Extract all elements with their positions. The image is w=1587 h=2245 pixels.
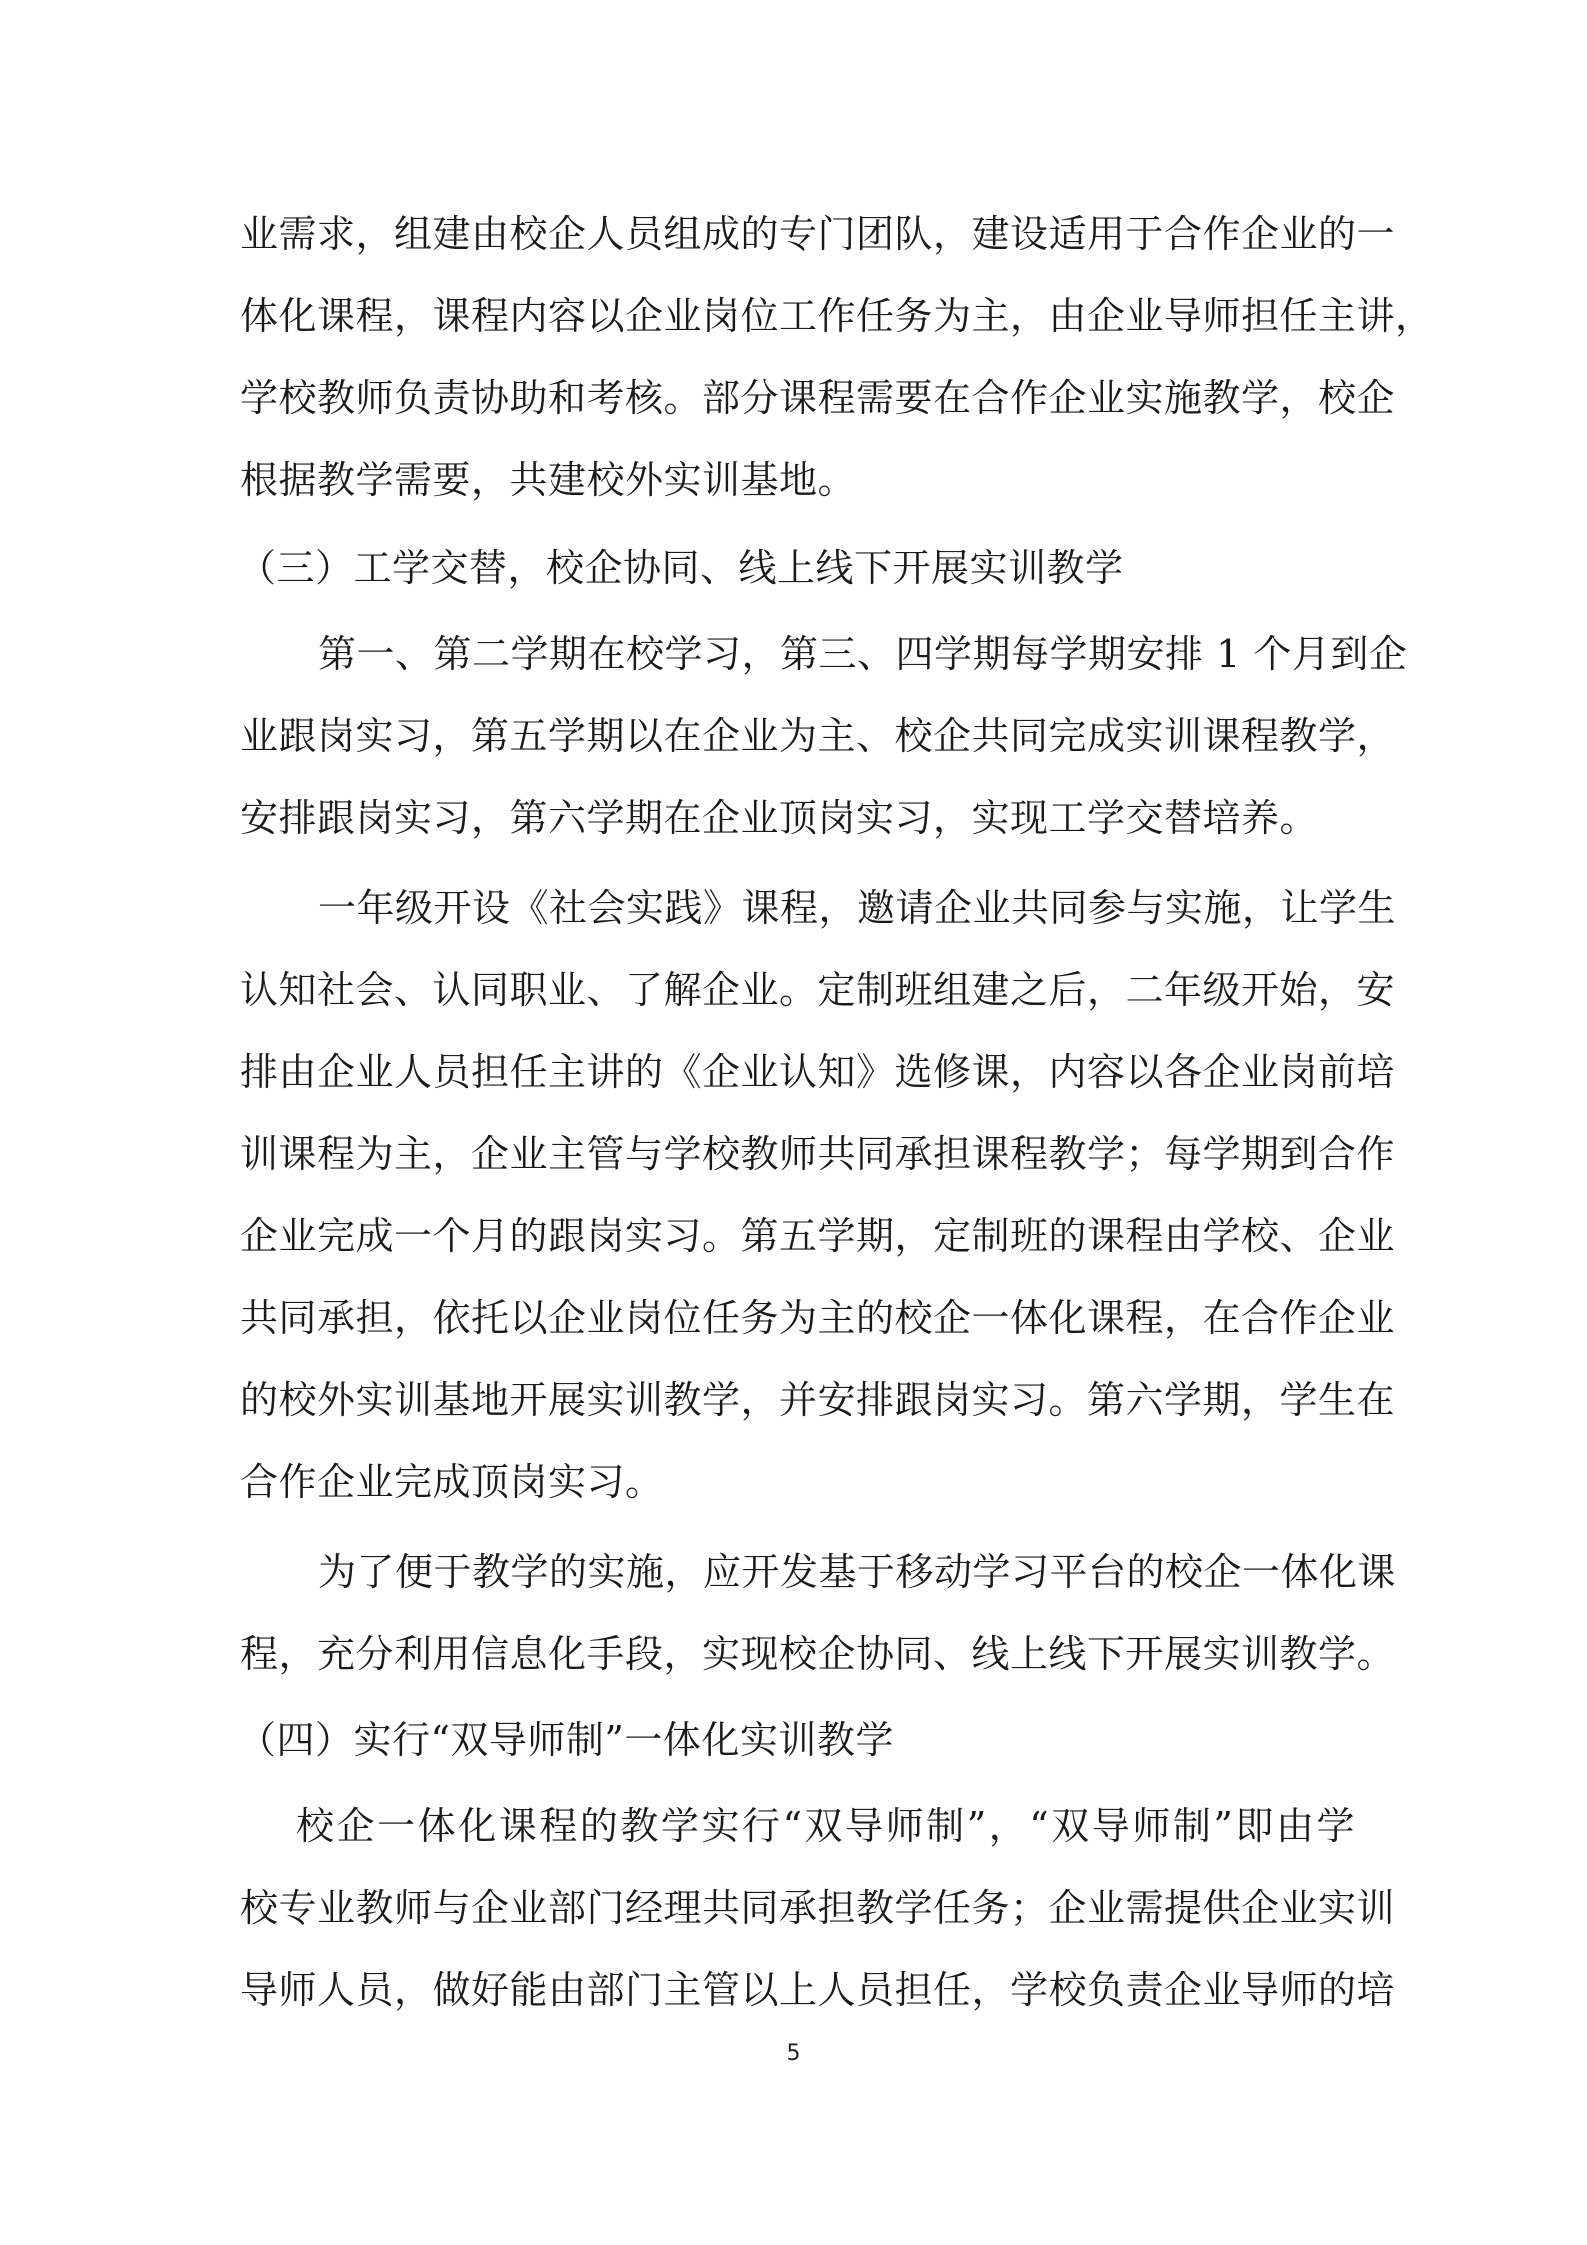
text-line: 安排跟岗实习，第六学期在企业顶岗实习，实现工学交替培养。 xyxy=(240,796,1319,840)
text-line: 学校教师负责协助和考核。部分课程需要在合作企业实施教学，校企 xyxy=(240,376,1396,420)
text-line: 合作企业完成顶岗实习。 xyxy=(240,1460,664,1504)
text-line: 训课程为主，企业主管与学校教师共同承担课程教学；每学期到合作 xyxy=(240,1132,1396,1176)
text-line: 体化课程，课程内容以企业岗位工作任务为主，由企业导师担任主讲， xyxy=(240,294,1434,338)
text-line: 根据教学需要，共建校外实训基地。 xyxy=(240,458,857,502)
text-line: 程，充分利用信息化手段，实现校企协同、线上线下开展实训教学。 xyxy=(240,1632,1396,1676)
text-line: 业跟岗实习，第五学期以在企业为主、校企共同完成实训课程教学， xyxy=(240,714,1396,758)
text-line: 导师人员，做好能由部门主管以上人员担任，学校负责企业导师的培 xyxy=(240,1968,1396,2012)
text-line: 一年级开设《社会实践》课程，邀请企业共同参与实施，让学生 xyxy=(318,886,1397,930)
text-line: 企业完成一个月的跟岗实习。第五学期，定制班的课程由学校、企业 xyxy=(240,1214,1396,1258)
text-line: 为了便于教学的实施，应开发基于移动学习平台的校企一体化课 xyxy=(318,1550,1397,1594)
text-line: 的校外实训基地开展实训教学，并安排跟岗实习。第六学期，学生在 xyxy=(240,1378,1396,1422)
text-line: 校企一体化课程的教学实行“双导师制”，“双导师制”即由学 xyxy=(296,1804,1355,1848)
text-line: 校专业教师与企业部门经理共同承担教学任务；企业需提供企业实训 xyxy=(240,1886,1396,1930)
text-line: 业需求，组建由校企人员组成的专门团队，建设适用于合作企业的一 xyxy=(240,212,1396,256)
text-line: 认知社会、认同职业、了解企业。定制班组建之后，二年级开始，安 xyxy=(240,968,1396,1012)
section-heading: （四）实行“双导师制”一体化实训教学 xyxy=(238,1718,894,1762)
text-line: 第一、第二学期在校学习，第三、四学期每学期安排 1 个月到企 xyxy=(318,632,1408,676)
page-number: 5 xyxy=(786,2041,801,2066)
text-line: 共同承担，依托以企业岗位任务为主的校企一体化课程，在合作企业 xyxy=(240,1296,1396,1340)
text-line: 排由企业人员担任主讲的《企业认知》选修课，内容以各企业岗前培 xyxy=(240,1050,1396,1094)
section-heading: （三）工学交替，校企协同、线上线下开展实训教学 xyxy=(238,546,1124,590)
